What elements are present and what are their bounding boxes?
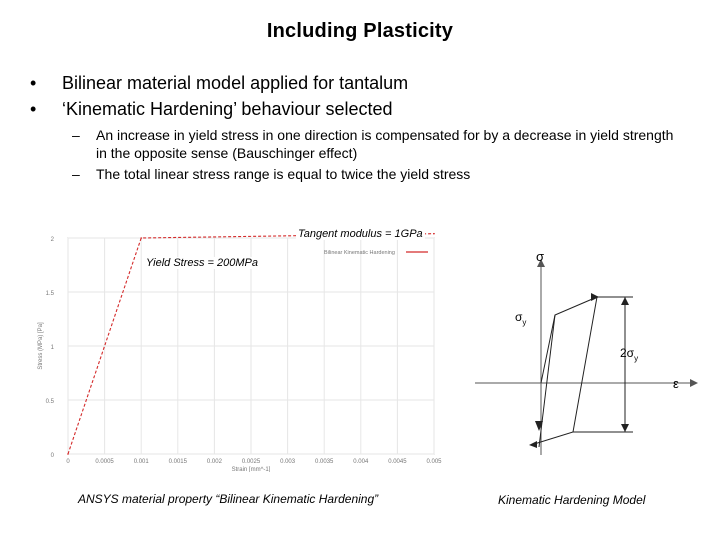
bullet-text: ‘Kinematic Hardening’ behaviour selected (62, 99, 393, 119)
ansys-caption: ANSYS material property “Bilinear Kinematic Hardening” (78, 492, 379, 506)
bullet-marker: • (30, 99, 37, 119)
sub-bullet-text: The total linear stress range is equal to twice the yield stress (96, 166, 471, 182)
x-tick-label: 0.0025 (241, 459, 261, 465)
ansys-chart-panel (30, 222, 450, 506)
y-tick-label: 0 (50, 453, 54, 459)
x-axis-label: Strain [mm^-1] (231, 467, 271, 472)
x-tick-label: 0.0045 (388, 459, 407, 465)
sub-bullet-list (72, 126, 700, 183)
bullet-item (30, 70, 700, 96)
legend-label: Bilinear Kinematic Hardening (324, 250, 395, 256)
yield-stress-annotation: Yield Stress = 200MPa (146, 257, 258, 269)
bullet-list (30, 70, 700, 186)
dimension-arrow-top (621, 297, 629, 305)
sigma-y-label (515, 310, 526, 327)
dimension-arrow-bottom (621, 424, 629, 432)
x-tick-label: 0.004 (353, 459, 369, 465)
slide-title: Including Plasticity (266, 20, 454, 42)
sub-bullet-item (72, 165, 700, 183)
sub-bullet-text: An increase in yield stress in one direction is compensated for by a decrease in yield strength in the opposite sense (Bauschinger effect) (96, 127, 674, 161)
x-tick-label: 0.005 (426, 459, 442, 465)
bullet-item (30, 96, 700, 122)
kinematic-caption: Kinematic Hardening Model (498, 493, 646, 507)
y-tick-label: 1 (50, 345, 54, 351)
bullet-marker: • (30, 73, 37, 93)
x-tick-label: 0 (66, 459, 70, 465)
reverse-arrowhead (529, 441, 537, 448)
x-tick-label: 0.001 (133, 459, 149, 465)
x-tick-label: 0.003 (280, 459, 296, 465)
series-point (433, 233, 435, 235)
sub-bullet-marker: – (72, 127, 80, 143)
sub-bullet-marker: – (72, 166, 80, 182)
epsilon-arrowhead (690, 379, 698, 387)
sigma-y-subscript: y (522, 318, 527, 327)
series-point (140, 237, 142, 239)
kinematic-hardening-diagram (475, 245, 705, 460)
two-sigma-y-label (620, 346, 638, 363)
x-tick-label: 0.0005 (95, 459, 114, 465)
x-tick-label: 0.0035 (315, 459, 334, 465)
tangent-modulus-annotation: Tangent modulus = 1GPa (298, 228, 423, 240)
two-sigma-subscript: y (634, 354, 639, 363)
sigma-y-symbol: σ (515, 310, 523, 324)
sub-bullet-item (72, 126, 700, 162)
y-tick-label: 1.5 (45, 291, 54, 297)
y-tick-label: 0.5 (45, 399, 54, 405)
bullet-text: Bilinear material model applied for tantalum (62, 73, 409, 93)
two-sigma-symbol: 2σ (620, 346, 635, 360)
x-tick-label: 0.002 (206, 459, 222, 465)
y-tick-label: 2 (50, 237, 54, 243)
y-axis-label: Stress (MPa) [Pa] (38, 322, 44, 370)
x-tick-label: 0.0015 (168, 459, 187, 465)
sigma-axis-label: σ (536, 249, 545, 264)
epsilon-axis-label: ε (673, 376, 679, 391)
series-point (67, 453, 69, 455)
